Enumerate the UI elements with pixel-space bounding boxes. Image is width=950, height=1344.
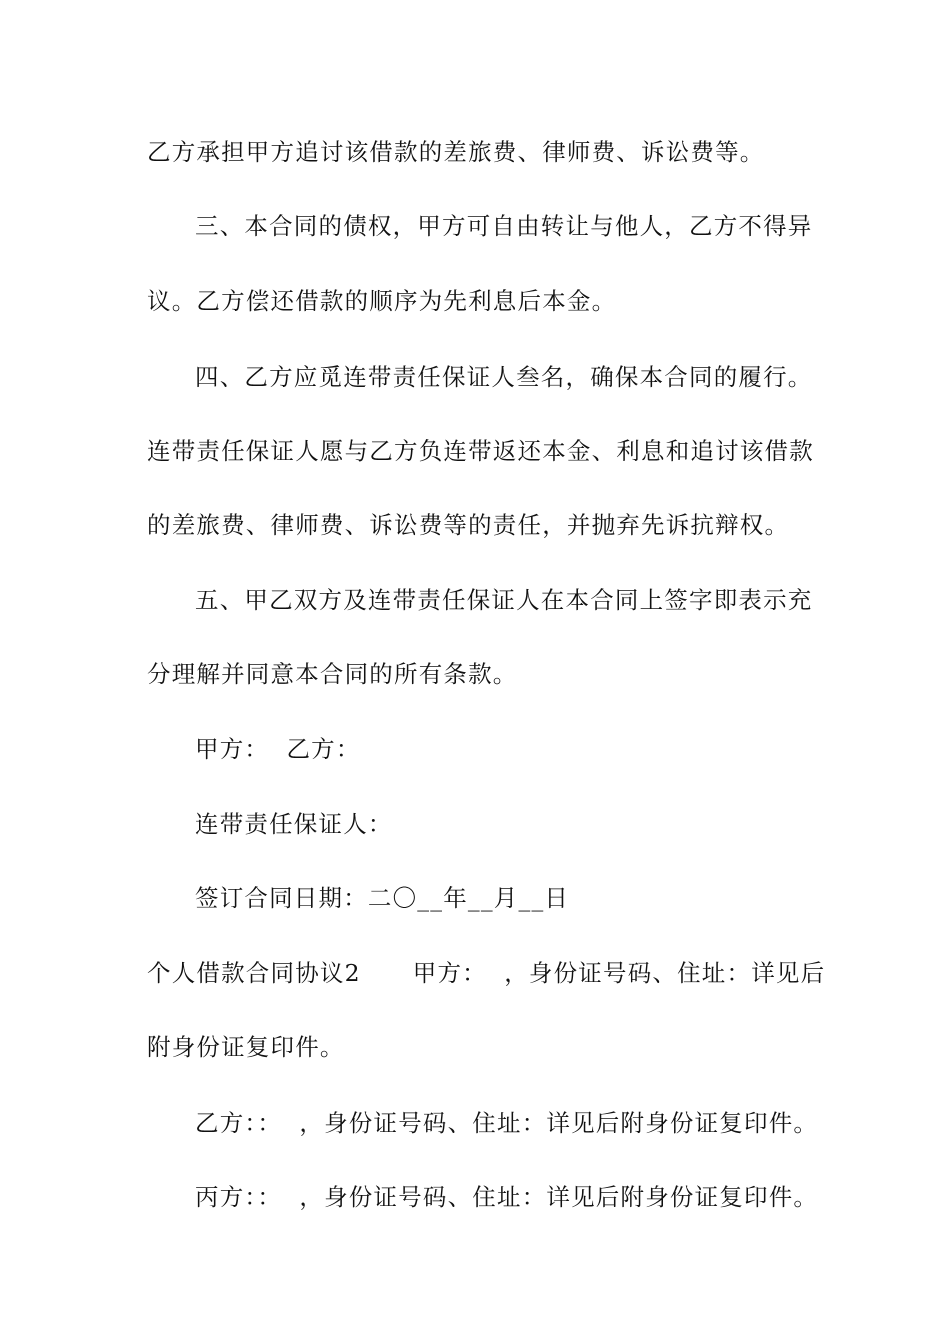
party-c-line: 丙方：： ，身份证号码、住址：详见后附身份证复印件。 — [195, 1183, 819, 1211]
signing-date-line: 签订合同日期：二〇__年__月__日 — [195, 884, 570, 912]
paragraph-line: 议。乙方偿还借款的顺序为先利息后本金。 — [147, 287, 617, 315]
paragraph-line: 连带责任保证人愿与乙方负连带返还本金、利息和追讨该借款 — [147, 437, 814, 465]
party-b-line: 乙方：： ，身份证号码、住址：详见后附身份证复印件。 — [195, 1109, 819, 1137]
paragraph-line: 三、本合同的债权，甲方可自由转让与他人，乙方不得异 — [195, 212, 813, 240]
paragraph-line: 四、乙方应觅连带责任保证人叁名，确保本合同的履行。 — [195, 363, 813, 391]
paragraph-line: 个人借款合同协议2 甲方： ，身份证号码、住址：详见后 — [147, 959, 826, 987]
paragraph-line: 分理解并同意本合同的所有条款。 — [147, 660, 518, 688]
paragraph-line: 的差旅费、律师费、诉讼费等的责任，并抛弃先诉抗辩权。 — [147, 511, 790, 539]
guarantor-line: 连带责任保证人： — [195, 810, 393, 838]
signature-parties-line: 甲方： 乙方： — [195, 735, 361, 763]
paragraph-line: 乙方承担甲方追讨该借款的差旅费、律师费、诉讼费等。 — [147, 138, 765, 166]
paragraph-line: 五、甲乙双方及连带责任保证人在本合同上签字即表示充 — [195, 586, 813, 614]
paragraph-line: 附身份证复印件。 — [147, 1033, 345, 1061]
